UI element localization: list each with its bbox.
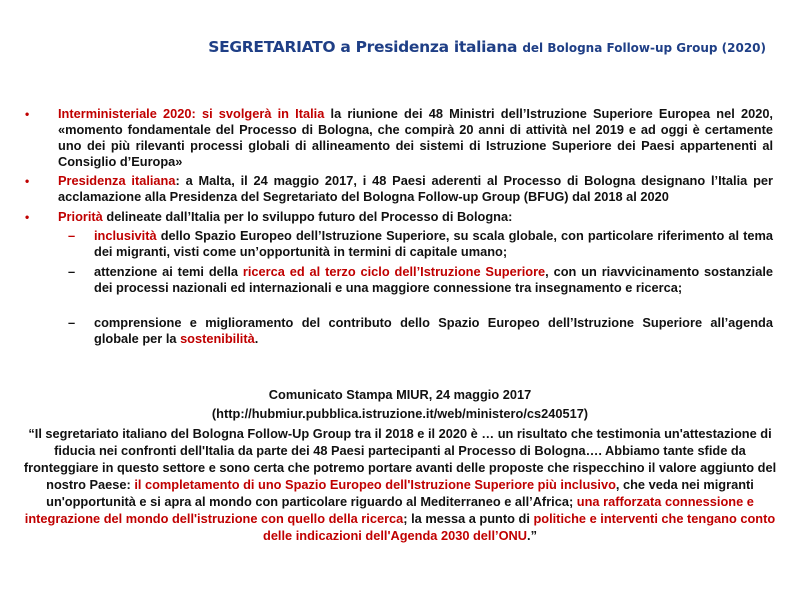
sub-item-after: , con un riavvicinamento sostanziale dei processi nazionali ed internazionali e una maggiore connessione tra insegnamento e ricerca; xyxy=(94,264,773,295)
quote-part: .” xyxy=(527,528,537,543)
sub-item-text: dello Spazio Europeo dell’Istruzione Superiore, su scala globale, con particolare riferimento al tema dei migranti, visti come un’opportunità in termini di capitale umano; xyxy=(94,228,773,259)
press-heading: Comunicato Stampa MIUR, 24 maggio 2017 xyxy=(268,387,532,402)
sub-item-after: . xyxy=(254,331,259,346)
bullet-highlight: si svolgerà in Italia xyxy=(201,106,325,121)
sub-item-ricerca xyxy=(68,264,773,296)
title-main: SEGRETARIATO a Presidenza italiana xyxy=(208,38,518,56)
bullet-dot: • xyxy=(25,174,30,188)
press-quote xyxy=(20,425,780,544)
bullet-label: Interministeriale 2020: xyxy=(58,106,196,121)
bullet-dot: • xyxy=(25,107,30,121)
quote-part: “Il segretariato italiano del Bologna Follow-Up Group tra il 2018 e il 2020 è … un risultato che testimonia un'attestazione di fiducia nei confronti dell'Italia da parte dei 48 Paesi partecipanti al Processo di Bologna…. Abbiamo tante sfide da fronteggiare in questo settore e sono certa che potremo portare avanti delle proposte che rispecchino il valore aggiunto del nostro Paese: xyxy=(23,426,777,492)
bullet-text: delineate dall’Italia per lo sviluppo futuro del Processo di Bologna: xyxy=(106,209,513,224)
bullet-label: Presidenza italiana xyxy=(58,173,176,188)
sub-item-highlight: inclusività xyxy=(94,228,157,243)
bullet-text: la riunione dei 48 Ministri dell’Istruzione Superiore Europea nel 2020, «momento fondamentale del Processo di Bologna, che compirà 20 anni di attività nel 2019 e ad oggi è certamente uno dei più rilevanti processi globali di allineamento dei sistemi di Istruzione Superiore dei Paesi appartenenti al Consiglio d’Europa» xyxy=(58,106,773,169)
dash-marker: – xyxy=(68,264,76,279)
page-title xyxy=(208,38,766,56)
bullet-content xyxy=(58,209,773,225)
bullet-content xyxy=(58,106,773,170)
sub-item-content xyxy=(94,228,773,260)
sub-item-before: comprensione e miglioramento del contributo dello Spazio Europeo dell’Istruzione Superiore all’agenda globale per la xyxy=(94,315,773,346)
sub-item-content xyxy=(94,315,773,347)
press-url: (http://hubmiur.pubblica.istruzione.it/web/ministero/cs240517) xyxy=(211,406,589,421)
bullet-dot: • xyxy=(25,210,30,224)
dash-marker: – xyxy=(68,315,76,330)
quote-part: ; la messa a punto di xyxy=(403,511,530,526)
bullet-interministeriale xyxy=(25,106,773,170)
bullet-label: Priorità xyxy=(58,209,103,224)
sub-item-highlight: ricerca ed al terzo ciclo dell’Istruzione Superiore xyxy=(242,264,546,279)
bullet-content xyxy=(58,173,773,205)
bullet-presidenza xyxy=(25,173,773,205)
quote-part: , che veda nei migranti un'opportunità e si apra al mondo con particolare riguardo al Mediterraneo e all’Africa; xyxy=(46,477,754,509)
sub-item-sostenibilita xyxy=(68,315,773,347)
quote-highlight: il completamento di uno Spazio Europeo dell'Istruzione Superiore più inclusivo xyxy=(134,477,616,492)
sub-item-inclusivita xyxy=(68,228,773,260)
bullet-priorita xyxy=(25,209,773,225)
dash-marker: – xyxy=(68,228,76,243)
quote-highlight: politiche e interventi che tengano conto delle indicazioni dell'Agenda 2030 dell’ONU xyxy=(263,511,776,543)
sub-item-content xyxy=(94,264,773,296)
sub-item-highlight: sostenibilità xyxy=(180,331,255,346)
bullet-text: : a Malta, il 24 maggio 2017, i 48 Paesi aderenti al Processo di Bologna designano l’Italia per acclamazione alla Presidenza del Segretariato del Bologna Follow-up Group (BFUG) dal 2018 al 2020 xyxy=(58,173,773,204)
title-sub: del Bologna Follow-up Group (2020) xyxy=(522,41,766,55)
sub-item-before: attenzione ai temi della xyxy=(94,264,239,279)
quote-highlight: una rafforzata connessione e integrazione del mondo dell'istruzione con quello della ricerca xyxy=(24,494,754,526)
